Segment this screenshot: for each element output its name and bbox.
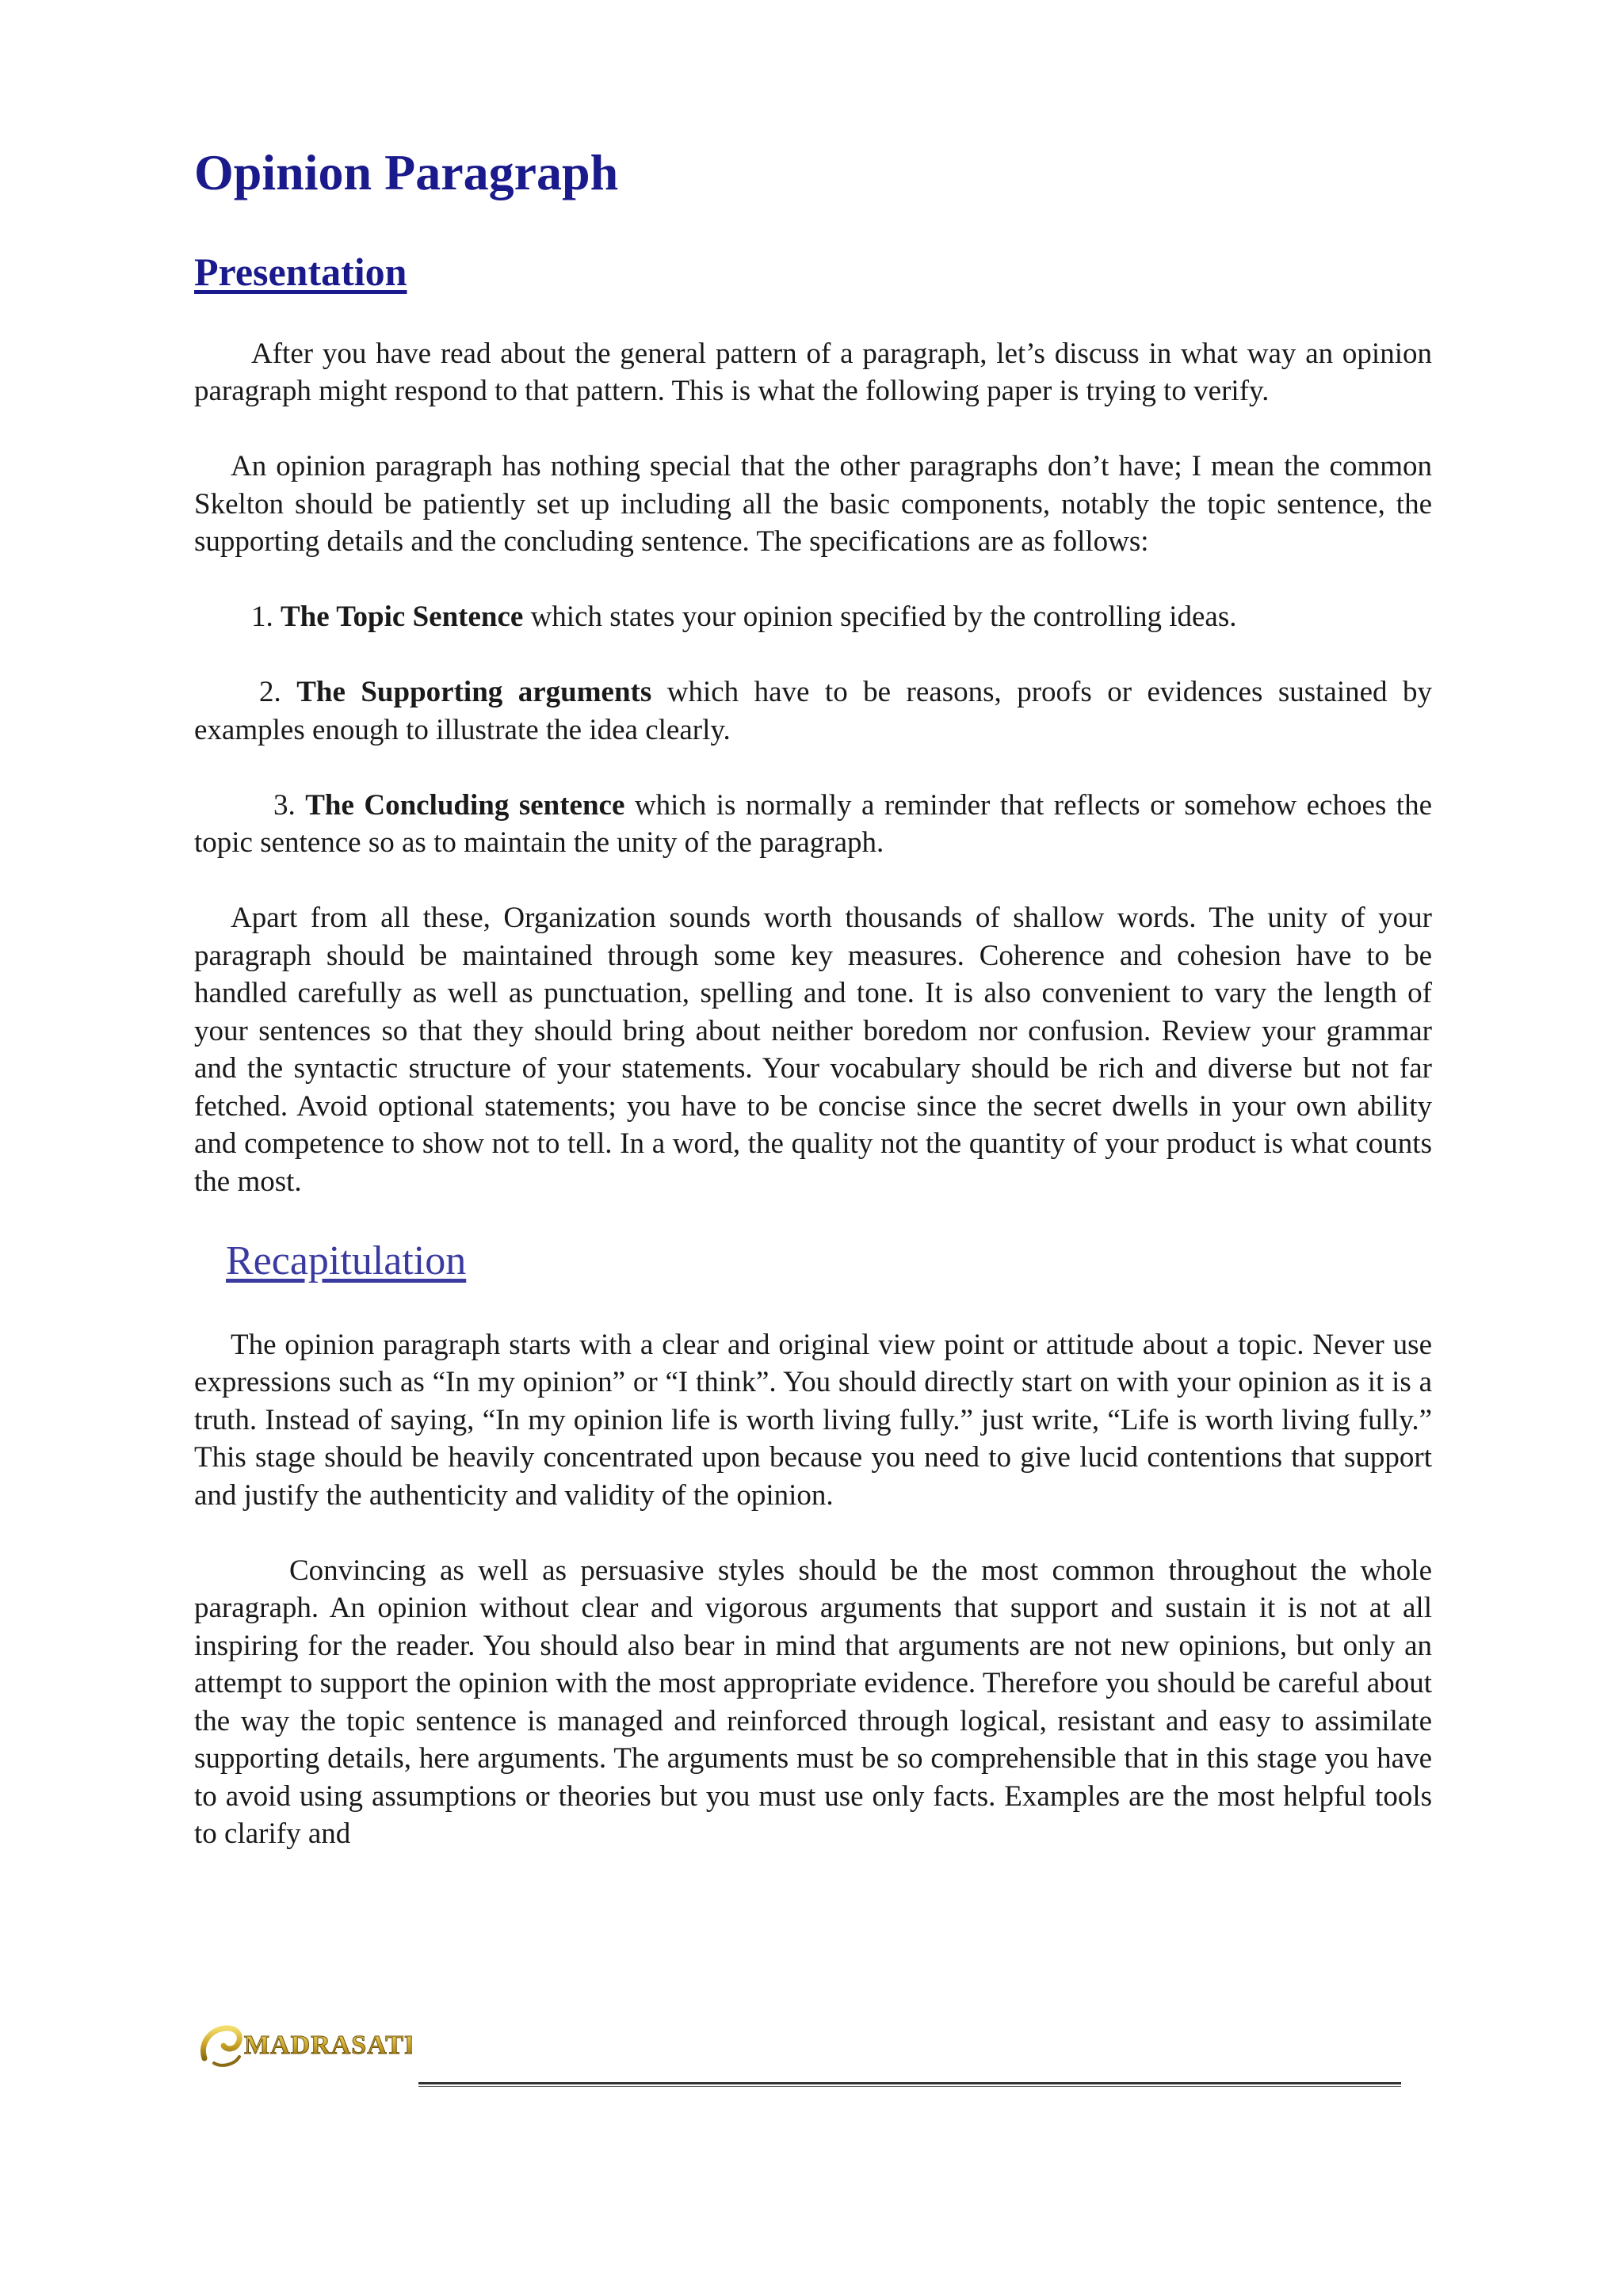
list-item-number: 3. [273,788,296,822]
list-item-text: which is normally a reminder that reflects or somehow echoes the topic sentence so as to maintain the unity of the paragraph. [194,788,1433,860]
presentation-heading: Presentation [194,249,407,294]
presentation-paragraph-3: Apart from all these, Organization sounds worth thousands of shallow words. The unity of your paragraph should be maintained through some key measures. Coherence and cohesion have to be handled carefully as well as punctuation, spelling and tone. It is also convenient to vary the length of your sentences so that they should bring about neither boredom nor confusion. Review your grammar and the syntactic structure of your statements. Your vocabulary should be rich and diverse but not far fetched. Avoid optional statements; you have to be concise since the secret dwells in your own ability and competence to show not to tell. In a word, the quality not the quantity of your product is what counts the most. [194,902,1432,1198]
list-item-number: 1. [251,601,273,634]
list-item-concluding-sentence [194,787,1432,862]
list-item-number: 2. [259,676,281,709]
list-item-label: The Concluding sentence [305,788,625,822]
presentation-paragraph-1: After you have read about the general pattern of a paragraph, let’s discuss in what way an opinion paragraph might respond to that pattern. This is what the following paper is trying to verify. [194,337,1432,408]
recapitulation-heading: Recapitulation [226,1238,467,1284]
recapitulation-paragraph-1: The opinion paragraph starts with a clear and original view point or attitude about a topic. Never use expressions such as “In my opinion” or “I think”. You should directly start on with your opinion as it is a truth. Instead of saying, “In my opinion life is worth living fully.” just write, “Life is worth living fully.” This stage should be heavily concentrated upon because you need to give lucid contentions that support and justify the authenticity and validity of the opinion. [194,1328,1432,1512]
madrasati-logo [198,2012,412,2076]
presentation-paragraph-2: An opinion paragraph has nothing special that the other paragraphs don’t have; I mean the common Skelton should be patiently set up including all the basic components, notably the topic sentence, the supporting details and the concluding sentence. The specifications are as follows: [194,450,1432,559]
list-item-supporting-arguments [194,673,1432,749]
document-body [194,143,1432,1853]
page-title: Opinion Paragraph [194,144,619,200]
footer-divider [418,2082,1401,2087]
list-item-label: The Supporting arguments [296,676,652,709]
list-item-topic-sentence [194,598,1432,636]
list-item-text: which states your opinion specified by the controlling ideas. [523,601,1237,634]
list-item-text: which have to be reasons, proofs or evidences sustained by examples enough to illustrate the idea clearly. [194,676,1433,746]
logo-wordmark: MADRASATI [244,2031,412,2060]
recapitulation-paragraph-2: Convincing as well as persuasive styles should be the most common throughout the whole paragraph. An opinion without clear and vigorous arguments that support and sustain it is not at all inspiring for the reader. You should also bear in mind that arguments are not new opinions, but only an attempt to support the opinion with the most appropriate evidence. Therefore you should be careful about the way the topic sentence is managed and reinforced through logical, resistant and easy to assimilate supporting details, here arguments. The arguments must be so comprehensible that in this stage you have to avoid using assumptions or theories but you must use only facts. Examples are the most helpful tools to clarify and [194,1554,1432,1851]
list-item-label: The Topic Sentence [281,601,524,634]
